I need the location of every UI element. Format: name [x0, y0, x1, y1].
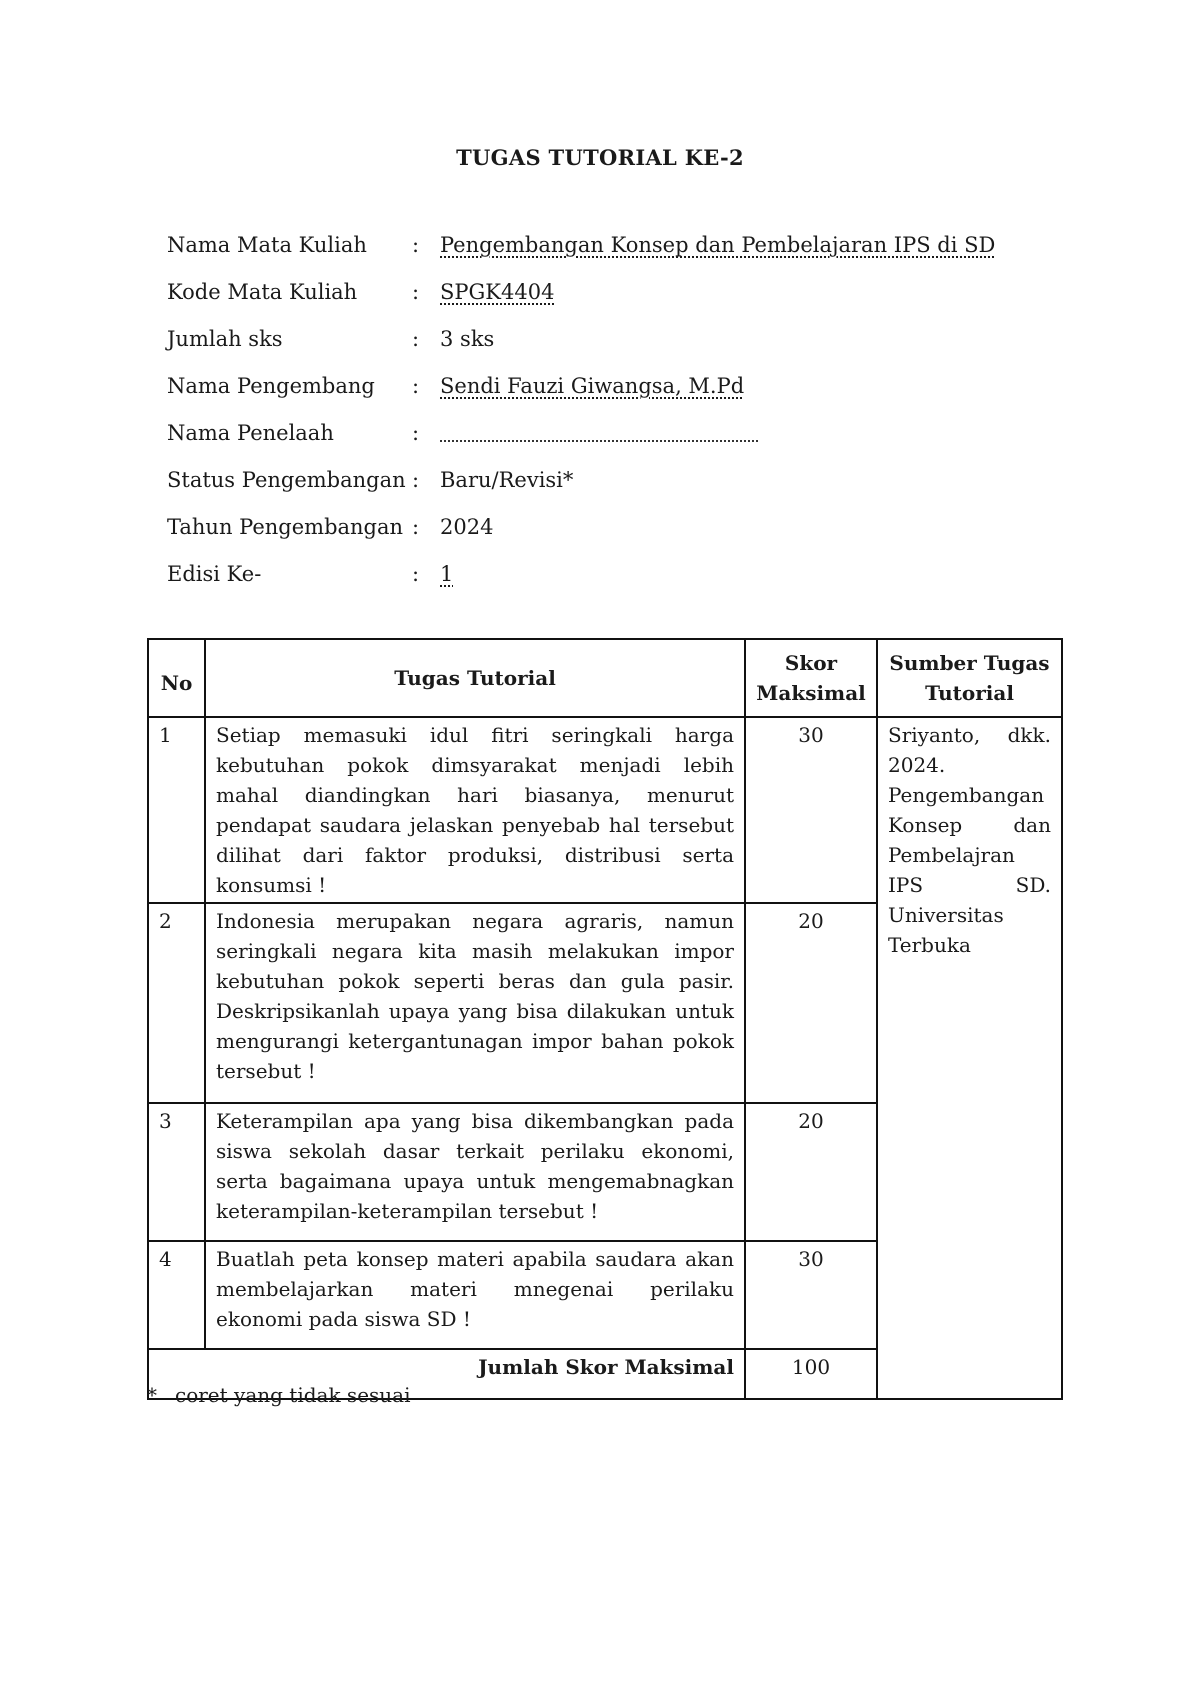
- task-text: Setiap memasuki idul fitri seringkali harga kebutuhan pokok dimsyarakat menjadi lebih mahal diandingkan hari biasanya, menurut pendapat saudara jelaskan penyebab hal tersebut dilihat dari faktor produksi, distribusi serta konsumsi !: [205, 717, 745, 903]
- meta-row-course-code: [167, 279, 995, 326]
- meta-row-course-name: [167, 232, 995, 279]
- footnote: [147, 1383, 411, 1407]
- tasks-table: [147, 638, 1063, 1400]
- meta-row-status: [167, 467, 995, 514]
- document-title: TUGAS TUTORIAL KE-2: [456, 145, 744, 170]
- row-number: 3: [148, 1103, 205, 1241]
- meta-colon: :: [412, 374, 420, 398]
- dotted-fill-line: [440, 420, 758, 442]
- meta-row-developer: [167, 373, 995, 420]
- meta-colon: :: [412, 233, 420, 257]
- meta-label: Nama Penelaah: [167, 421, 334, 445]
- task-text: Buatlah peta konsep materi apabila saudara akan membelajarkan materi mnegenai perilaku ekonomi pada siswa SD !: [205, 1241, 745, 1349]
- edition-value: 1: [440, 562, 454, 586]
- task-score: 20: [745, 1103, 877, 1241]
- meta-label: Status Pengembangan: [167, 468, 406, 492]
- header-skor: Skor Maksimal: [745, 639, 877, 717]
- meta-colon: :: [412, 327, 420, 351]
- year-value: 2024: [440, 515, 494, 539]
- course-name-value: Pengembangan Konsep dan Pembelajaran IPS di SD: [440, 233, 996, 257]
- total-score: 100: [745, 1349, 877, 1399]
- meta-label: Nama Mata Kuliah: [167, 233, 367, 257]
- credits-value: 3 sks: [440, 327, 495, 351]
- header-no: No: [148, 639, 205, 717]
- meta-label: Edisi Ke-: [167, 562, 262, 586]
- meta-colon: :: [412, 421, 420, 445]
- table-row: [148, 717, 1062, 903]
- meta-row-reviewer: [167, 420, 995, 467]
- table-header-row: [148, 639, 1062, 717]
- status-value: Baru/Revisi*: [440, 468, 574, 492]
- reviewer-blank-line: [440, 420, 758, 448]
- task-text: Indonesia merupakan negara agraris, namun seringkali negara kita masih melakukan impor kebutuhan pokok seperti beras dan gula pasir. Deskripsikanlah upaya yang bisa dilakukan untuk mengurangi ketergantunagan impor bahan pokok tersebut !: [205, 903, 745, 1103]
- row-number: 1: [148, 717, 205, 903]
- task-score: 30: [745, 717, 877, 903]
- meta-row-year: [167, 514, 995, 561]
- footnote-text: coret yang tidak sesuai: [175, 1383, 411, 1407]
- course-code-value: SPGK4404: [440, 280, 555, 304]
- task-score: 30: [745, 1241, 877, 1349]
- meta-colon: :: [412, 468, 420, 492]
- asterisk: *: [147, 1383, 157, 1407]
- task-source: Sriyanto, dkk. 2024. Pengembangan Konsep dan Pembelajran IPS SD. Universitas Terbuka: [877, 717, 1062, 1399]
- meta-colon: :: [412, 562, 420, 586]
- meta-row-edition: [167, 561, 995, 608]
- header-task: Tugas Tutorial: [205, 639, 745, 717]
- meta-label: Tahun Pengembangan: [167, 515, 404, 539]
- task-text: Keterampilan apa yang bisa dikembangkan pada siswa sekolah dasar terkait perilaku ekonomi, serta bagaimana upaya untuk mengemabnagkan keterampilan-keterampilan tersebut !: [205, 1103, 745, 1241]
- total-label: Jumlah Skor Maksimal: [148, 1349, 745, 1399]
- row-number: 2: [148, 903, 205, 1103]
- task-score: 20: [745, 903, 877, 1103]
- meta-label: Jumlah sks: [167, 327, 283, 351]
- row-number: 4: [148, 1241, 205, 1349]
- header-source: Sumber Tugas Tutorial: [877, 639, 1062, 717]
- developer-value: Sendi Fauzi Giwangsa, M.Pd: [440, 374, 745, 398]
- meta-row-credits: [167, 326, 995, 373]
- course-info: [167, 232, 995, 608]
- meta-label: Kode Mata Kuliah: [167, 280, 358, 304]
- meta-label: Nama Pengembang: [167, 374, 375, 398]
- meta-colon: :: [412, 515, 420, 539]
- meta-colon: :: [412, 280, 420, 304]
